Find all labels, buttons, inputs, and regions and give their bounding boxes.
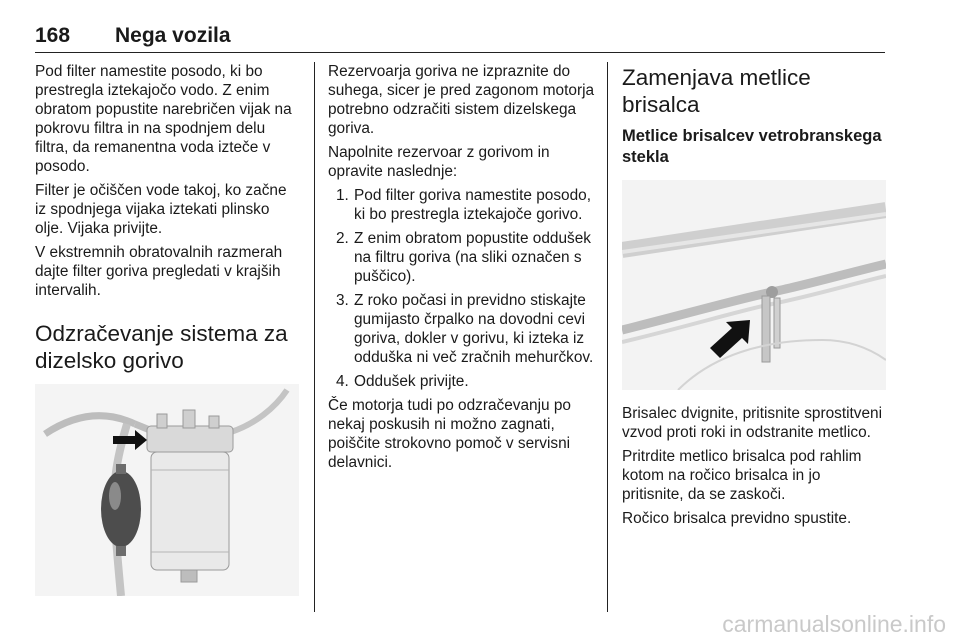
paragraph: Rezervoarja goriva ne izpraznite do suhega, sicer je pred zagonom motorja potrebno odzračiti sistem dizelskega goriva. xyxy=(328,63,595,137)
step-number: 2. xyxy=(336,230,349,247)
column-2 xyxy=(328,62,596,477)
section-heading: Odzračevanje sistema za dizelsko gorivo xyxy=(35,321,288,373)
section-heading: Zamenjava metlice brisalca xyxy=(622,65,811,117)
subsection-heading: Metlice brisalcev vetrobranskega stekla xyxy=(622,127,882,166)
step-list xyxy=(328,186,596,391)
page-header xyxy=(35,22,885,53)
step-text: Z enim obratom popustite oddušek na filtru goriva (na sliki označen s puščico). xyxy=(354,230,591,285)
step-number: 1. xyxy=(336,187,349,204)
paragraph: Ročico brisalca previdno spustite. xyxy=(622,510,852,527)
paragraph: Napolnite rezervoar z gorivom in opravite naslednje: xyxy=(328,144,550,180)
list-item xyxy=(328,291,596,367)
list-item xyxy=(328,372,596,391)
step-text: Pod filter goriva namestite posodo, ki bo prestregla iztekajoče gorivo. xyxy=(354,187,591,223)
page-number: 168 xyxy=(35,24,71,47)
paragraph: Brisalec dvignite, pritisnite sprostitveni vzvod proti roki in odstranite metlico. xyxy=(622,405,883,441)
paragraph: Če motorja tudi po odzračevanju po nekaj poskusih ni možno zagnati, poiščite strokovno pomoč v servisni delavnici. xyxy=(328,397,571,471)
column-3 xyxy=(622,62,886,533)
fuel-filter-illustration xyxy=(35,384,299,596)
step-number: 3. xyxy=(336,292,349,309)
paragraph: V ekstremnih obratovalnih razmerah dajte filter goriva pregledati v krajših intervalih. xyxy=(35,244,283,299)
column-1 xyxy=(35,62,299,596)
column-divider-1 xyxy=(314,62,315,612)
list-item xyxy=(328,229,596,286)
watermark: carmanualsonline.info xyxy=(722,611,946,637)
paragraph: Pritrdite metlico brisalca pod rahlim kotom na ročico brisalca in jo pritisnite, da se zaskoči. xyxy=(622,448,862,503)
step-number: 4. xyxy=(336,373,349,390)
wiper-blade-illustration xyxy=(622,180,886,390)
paragraph: Pod filter namestite posodo, ki bo prestregla iztekajočo vodo. Z enim obratom popustite narebričen vijak na pokrovu filtra in na spodnjem delu filtra, da remanentna voda izteče v posodo. xyxy=(35,63,292,175)
step-text: Z roko počasi in previdno stiskajte gumijasto črpalko na dovodni cevi goriva, dokler v gorivu, ki izteka iz odduška ni več zračnih mehurčkov. xyxy=(354,292,594,366)
list-item xyxy=(328,186,596,224)
step-text: Oddušek privijte. xyxy=(354,373,469,390)
paragraph: Filter je očiščen vode takoj, ko začne iz spodnjega vijaka iztekati plinsko olje. Vijaka privijte. xyxy=(35,182,287,237)
column-divider-2 xyxy=(607,62,608,612)
section-title: Nega vozila xyxy=(115,24,231,47)
